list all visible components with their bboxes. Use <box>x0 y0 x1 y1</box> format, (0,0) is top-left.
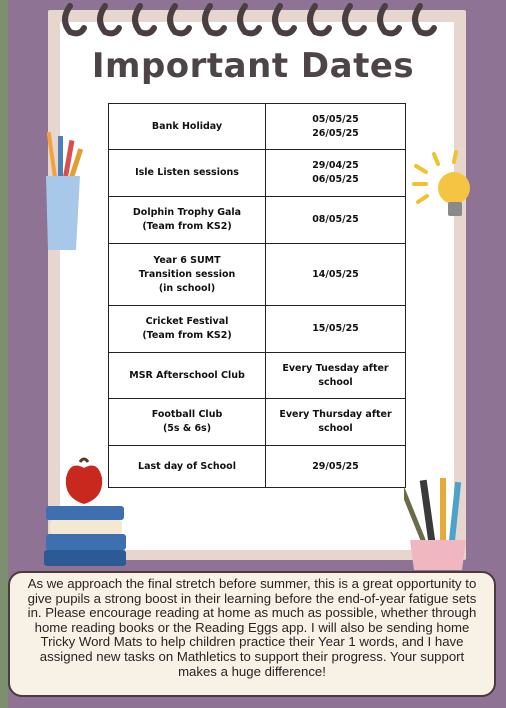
table-row <box>109 197 406 244</box>
event-label: Last day of School <box>138 460 236 472</box>
date-cell <box>266 353 406 399</box>
table-row <box>109 104 406 150</box>
table-row <box>109 399 406 446</box>
pen-cup-icon <box>404 478 470 572</box>
event-label: Cricket Festival (Team from KS2) <box>142 316 232 341</box>
date-cell <box>266 197 406 244</box>
date-label: 14/05/25 <box>312 268 359 280</box>
event-cell <box>109 446 266 488</box>
event-label: Dolphin Trophy Gala (Team from KS2) <box>132 207 242 232</box>
table-row <box>109 353 406 399</box>
event-label: Year 6 SUMT Transition session (in school) <box>138 254 236 294</box>
event-cell <box>109 150 266 197</box>
date-cell <box>266 399 406 446</box>
event-label: Isle Listen sessions <box>135 167 239 178</box>
date-cell <box>266 306 406 353</box>
date-label: 08/05/25 <box>312 214 359 225</box>
page-title: Important Dates <box>91 46 415 86</box>
date-label: 29/05/25 <box>312 460 359 472</box>
table-row <box>109 244 406 306</box>
left-edge-strip <box>0 0 8 708</box>
table-row <box>109 446 406 488</box>
date-label: Every Thursday after school <box>279 409 392 434</box>
parent-note: As we approach the final stretch before summer, this is a great opportunity to give pupils a strong boost in their learning before the end-of-year fatigue sets in. Please encourage reading at home as much as possible, whether through home reading books or the Reading Eggs app. I will also be sending home Tricky Word Mats to help children practice their Year 1 words, and I have assigned new tasks on Mathletics to support their progress. Your support makes a huge difference! <box>8 571 496 697</box>
pencil-cup-icon <box>44 130 86 252</box>
apple-on-books-icon <box>44 456 126 568</box>
event-label: Football Club (5s & 6s) <box>151 409 223 434</box>
date-label: 29/04/25 06/05/25 <box>312 160 359 185</box>
event-label: Bank Holiday <box>151 120 223 132</box>
event-cell <box>109 399 266 446</box>
table-row <box>109 306 406 353</box>
spiral-binding-rings <box>58 0 458 42</box>
event-cell <box>109 306 266 353</box>
date-label: 15/05/25 <box>312 323 359 334</box>
date-cell <box>266 244 406 306</box>
lightbulb-icon <box>412 150 474 232</box>
date-label: 05/05/25 26/05/25 <box>312 113 359 139</box>
dates-table <box>108 103 406 488</box>
event-cell <box>109 244 266 306</box>
event-label: MSR Afterschool Club <box>129 369 245 381</box>
date-cell <box>266 150 406 197</box>
event-cell <box>109 353 266 399</box>
date-cell <box>266 104 406 150</box>
date-cell <box>266 446 406 488</box>
table-row <box>109 150 406 197</box>
date-label: Every Tuesday after school <box>282 362 389 388</box>
event-cell <box>109 197 266 244</box>
event-cell <box>109 104 266 150</box>
